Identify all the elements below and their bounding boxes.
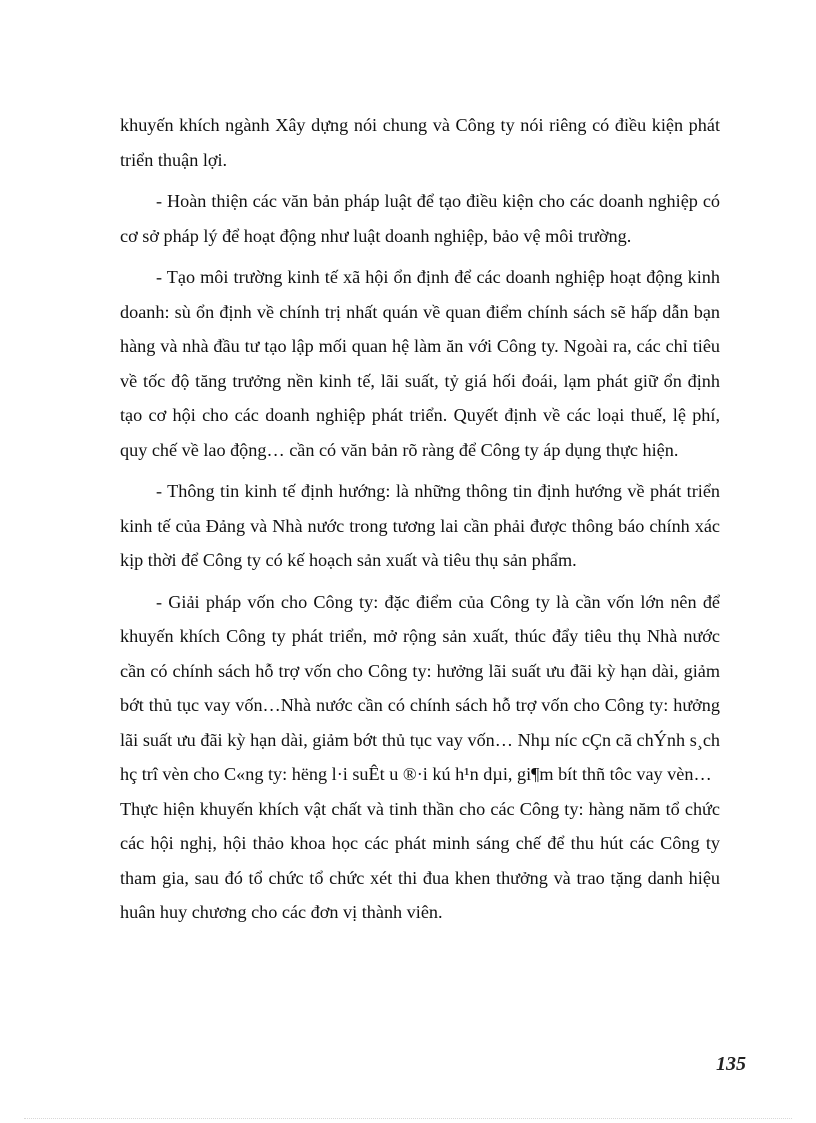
paragraph-economic-information: - Thông tin kinh tế định hướng: là những thông tin định hướng về phát triển kinh tế của Đảng và Nhà nước trong tương lai cần phải được thông báo chính xác kịp thời để Công ty có kế hoạch sản xuất và tiêu thụ sản phẩm. [120, 481, 720, 570]
paragraph-legal-documents: - Hoàn thiện các văn bản pháp luật để tạo điều kiện cho các doanh nghiệp có cơ sở pháp lý để hoạt động như luật doanh nghiệp, bảo vệ môi trường. [120, 191, 720, 246]
paragraph-continuation: khuyến khích ngành Xây dựng nói chung và Công ty nói riêng có điều kiện phát triển thuận lợi. [120, 115, 720, 170]
body-text [120, 108, 720, 937]
bottom-divider [24, 1118, 792, 1119]
paragraph-incentives: Thực hiện khuyến khích vật chất và tinh thần cho các Công ty: hàng năm tổ chức các hội nghị, hội thảo khoa học các phát minh sáng chế để thu hút các Công ty tham gia, sau đó tổ chức tổ chức xét thi đua khen thưởng và trao tặng danh hiệu huân huy chương cho các đơn vị thành viên. [120, 798, 720, 922]
paragraph-capital-solution: - Giải pháp vốn cho Công ty: đặc điểm của Công ty là cần vốn lớn nên để khuyến khích Công ty phát triển, mở rộng sản xuất, thúc đẩy tiêu thụ Nhà nước cần có chính sách hỗ trợ vốn cho Công ty: hưởng lãi suất ưu đãi kỳ hạn dài, giảm bớt thủ tục vay vốn…Nhà nước cần có chính sách hỗ trợ vốn cho Công ty: hưởng lãi suất ưu đãi kỳ hạn dài, giảm bớt thủ tục vay vốn… Nhµ níc cÇn cã chÝnh s¸ch hç trî vèn cho C«ng ty: hëng l·i suÊt u ®·i kú h¹n dµi, gi¶m bít thñ tôc vay vèn… [120, 591, 720, 784]
page-number: 135 [716, 1053, 746, 1075]
paragraph-economic-environment: - Tạo môi trường kinh tế xã hội ổn định để các doanh nghiệp hoạt động kinh doanh: sù ổn định về chính trị nhất quán về quan điểm chính sách sẽ hấp dẫn bạn hàng và nhà đầu tư tạo lập mối quan hệ làm ăn với Công ty. Ngoài ra, các chỉ tiêu về tốc độ tăng trưởng nền kinh tế, lãi suất, tỷ giá hối đoái, lạm phát giữ ổn định tạo cơ hội cho các doanh nghiệp phát triển. Quyết định về các loại thuế, lệ phí, quy chế về lao động… cần có văn bản rõ ràng để Công ty áp dụng thực hiện. [120, 267, 720, 460]
